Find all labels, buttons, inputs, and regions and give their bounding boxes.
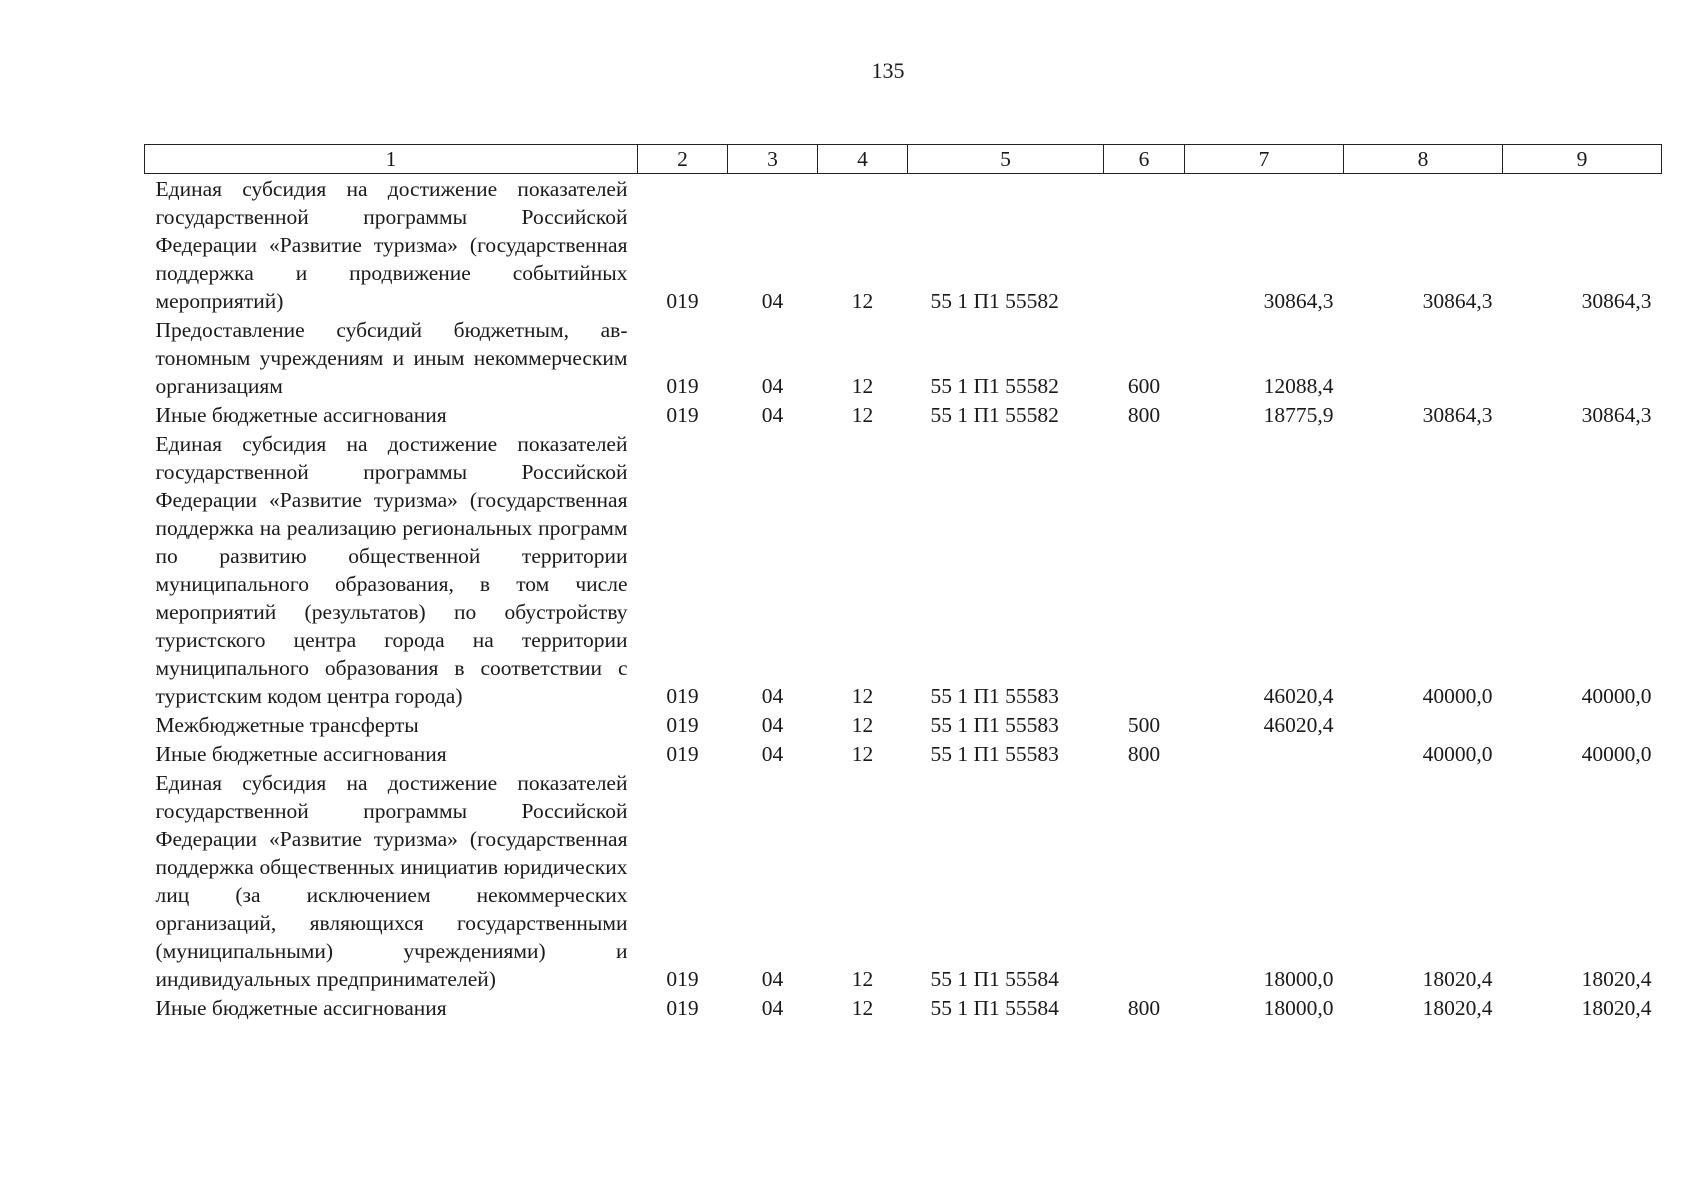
row-gr: 019 [666,996,699,1020]
row-name: Единая субсидия на достижение показателей государственной программы Российской Федерации «Развитие туризма» (государственная поддержка и продвижение событийных мероприятий) [155,177,628,313]
row-name: Предоставление субсидий бюджетным, автономным учреждениям и иным некоммерческим организациям [155,318,628,398]
row-csr: 55 1 П1 55582 [930,289,1059,313]
row-vr [1104,429,1185,710]
row-amount-1: 12088,4 [1263,374,1334,398]
row-pr: 12 [851,996,874,1020]
row-amount-3 [1503,315,1662,400]
row-pr: 12 [851,374,874,398]
row-rz: 04 [761,684,784,708]
row-name: Единая субсидия на достижение показателей государственной программы Российской Федерации «Развитие туризма» (государственная поддержка на реализацию региональных программ по развитию общественной территории муниципального образования, в том числе мероприятий (результатов) по обустройству туристского центра города на территории муниципального образования в соответствии с туристским кодом центра города) [155,432,628,708]
table-row [145,429,1662,710]
header-cell-1: 1 [145,145,638,174]
row-gr: 019 [666,403,699,427]
row-amount-1: 18000,0 [1263,967,1334,991]
row-rz: 04 [761,967,784,991]
row-amount-2 [1344,315,1503,400]
row-gr: 019 [666,967,699,991]
row-gr: 019 [666,374,699,398]
row-vr: 800 [1127,996,1161,1020]
table-row [145,400,1662,429]
row-amount-1: 18000,0 [1263,996,1334,1020]
row-pr: 12 [851,684,874,708]
table-row [145,710,1662,739]
row-csr: 55 1 П1 55583 [930,742,1059,766]
row-amount-3: 30864,3 [1581,403,1652,427]
row-name: Межбюджетные трансферты [155,713,419,737]
row-amount-2: 40000,0 [1422,684,1493,708]
row-amount-1: 46020,4 [1263,684,1334,708]
row-rz: 04 [761,742,784,766]
row-name: Иные бюджетные ассигнования [155,742,447,766]
row-amount-2: 30864,3 [1422,289,1493,313]
row-amount-3: 18020,4 [1581,996,1652,1020]
table-row [145,739,1662,768]
row-csr: 55 1 П1 55583 [930,713,1059,737]
header-cell-5: 5 [908,145,1104,174]
table-row [145,174,1662,316]
row-rz: 04 [761,403,784,427]
row-name: Иные бюджетные ассигнования [155,403,447,427]
row-amount-3: 40000,0 [1581,684,1652,708]
header-cell-6: 6 [1104,145,1185,174]
row-vr: 600 [1127,374,1161,398]
header-cell-8: 8 [1344,145,1503,174]
row-rz: 04 [761,996,784,1020]
row-amount-3: 18020,4 [1581,967,1652,991]
row-amount-3: 40000,0 [1581,742,1652,766]
row-amount-2: 18020,4 [1422,967,1493,991]
row-csr: 55 1 П1 55582 [930,403,1059,427]
row-csr: 55 1 П1 55584 [930,967,1059,991]
row-vr: 800 [1127,742,1161,766]
row-pr: 12 [851,289,874,313]
row-amount-2 [1344,710,1503,739]
row-rz: 04 [761,374,784,398]
header-cell-9: 9 [1503,145,1662,174]
row-vr: 800 [1127,403,1161,427]
row-name: Единая субсидия на достижение показателей государственной программы Российской Федерации «Развитие туризма» (государственная поддержка общественных инициатив юридических лиц (за исключением некоммерческих организаций, являющихся государственными (муниципальными) учреждениями) и индивидуальных предпринимателей) [155,771,628,991]
table-row [145,993,1662,1022]
row-amount-3: 30864,3 [1581,289,1652,313]
row-gr: 019 [666,289,699,313]
row-amount-2: 18020,4 [1422,996,1493,1020]
header-cell-2: 2 [638,145,728,174]
row-pr: 12 [851,403,874,427]
header-cell-3: 3 [728,145,818,174]
row-amount-2: 40000,0 [1422,742,1493,766]
row-amount-3 [1503,710,1662,739]
row-pr: 12 [851,967,874,991]
row-amount-2: 30864,3 [1422,403,1493,427]
row-csr: 55 1 П1 55582 [930,374,1059,398]
header-cell-7: 7 [1185,145,1344,174]
row-amount-1: 18775,9 [1263,403,1334,427]
table-row [145,315,1662,400]
row-amount-1: 30864,3 [1263,289,1334,313]
row-vr: 500 [1127,713,1161,737]
header-cell-4: 4 [818,145,908,174]
table-row [145,768,1662,993]
header-row [145,145,1662,174]
row-csr: 55 1 П1 55584 [930,996,1059,1020]
row-pr: 12 [851,742,874,766]
row-amount-1: 46020,4 [1263,713,1334,737]
row-amount-1 [1185,739,1344,768]
row-pr: 12 [851,713,874,737]
row-gr: 019 [666,713,699,737]
row-name: Иные бюджетные ассигнования [155,996,447,1020]
row-csr: 55 1 П1 55583 [930,684,1059,708]
row-rz: 04 [761,713,784,737]
row-rz: 04 [761,289,784,313]
row-vr [1104,174,1185,316]
row-gr: 019 [666,742,699,766]
page-number: 135 [871,58,905,83]
row-vr [1104,768,1185,993]
budget-table [144,144,1662,1022]
row-gr: 019 [666,684,699,708]
